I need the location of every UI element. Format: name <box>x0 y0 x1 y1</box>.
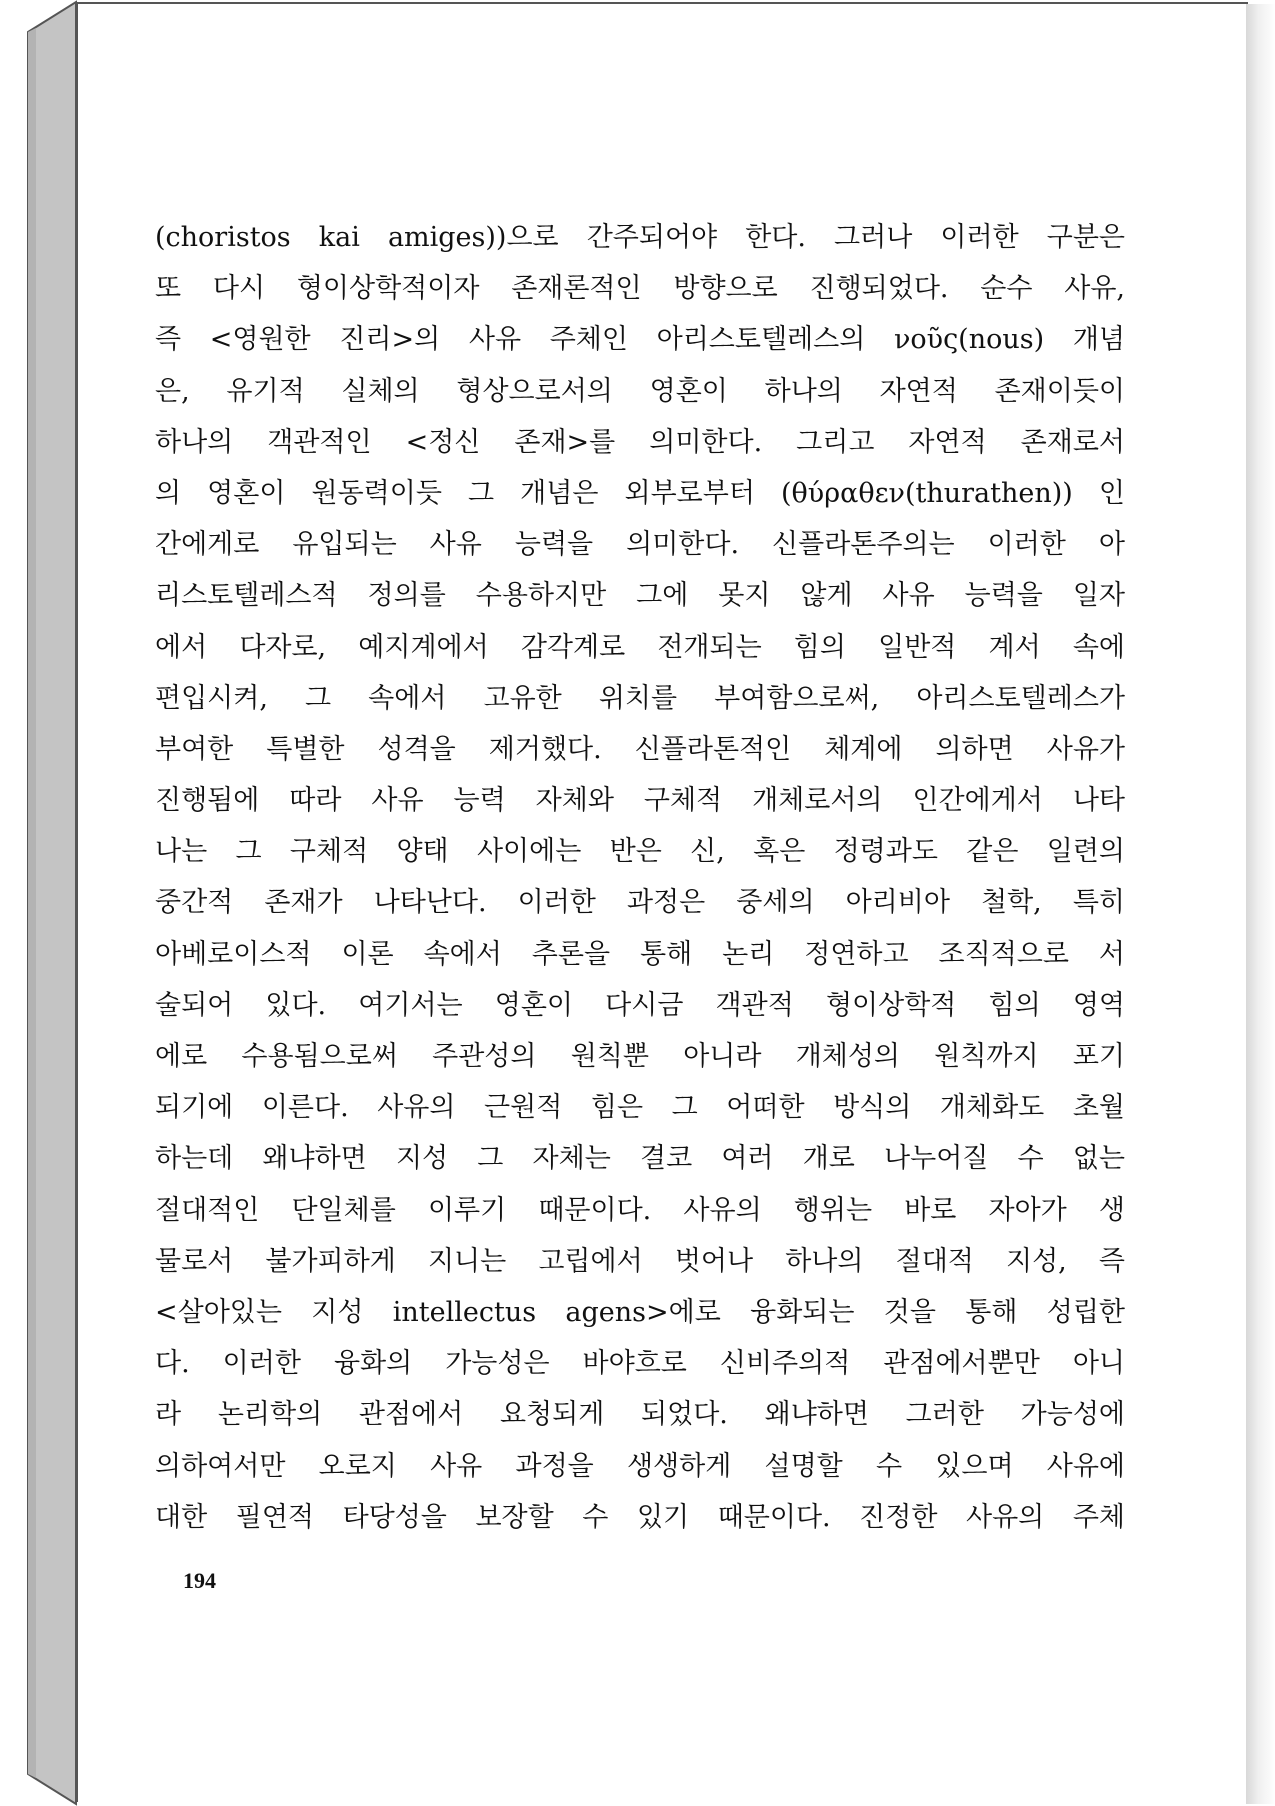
text-line: (choristos kai amiges))으로 간주되어야 한다. 그러나 이러한 구분은 <box>155 222 1125 253</box>
text-line: 에로 수용됨으로써 주관성의 원칙뿐 아니라 개체성의 원칙까지 포기 <box>155 1041 1125 1072</box>
text-line: 진행됨에 따라 사유 능력 자체와 구체적 개체로서의 인간에게서 나타 <box>155 785 1125 817</box>
text-line: 편입시켜, 그 속에서 고유한 위치를 부여함으로써, 아리스토텔레스가 <box>155 682 1125 714</box>
text-line: 또 다시 형이상학적이자 존재론적인 방향으로 진행되었다. 순수 사유, <box>155 273 1125 305</box>
text-line: 나는 그 구체적 양태 사이에는 반은 신, 혹은 정령과도 같은 일련의 <box>155 836 1125 868</box>
text-line: 중간적 존재가 나타난다. 이러한 과정은 중세의 아리비아 철학, 특히 <box>155 887 1125 919</box>
text-line: 에서 다자로, 예지계에서 감각계로 전개되는 힘의 일반적 계서 속에 <box>155 631 1125 663</box>
text-line: 아베로이스적 이론 속에서 추론을 통해 논리 정연하고 조직적으로 서 <box>155 938 1125 970</box>
text-line: 부여한 특별한 성격을 제거했다. 신플라톤적인 체계에 의하면 사유가 <box>155 733 1125 765</box>
text-line: 다. 이러한 융화의 가능성은 바야흐로 신비주의적 관점에서뿐만 아니 <box>155 1348 1125 1380</box>
page-edge-shadow <box>1246 4 1275 1804</box>
text-line: <살아있는 지성 intellectus agens>에로 융화되는 것을 통해 성립한 <box>155 1296 1125 1328</box>
text-line: 리스토텔레스적 정의를 수용하지만 그에 못지 않게 사유 능력을 일자 <box>155 580 1125 612</box>
text-line: 의 영혼이 원동력이듯 그 개념은 외부로부터 (θύραθεν(thurathen)) 인 <box>155 477 1125 509</box>
text-line: 술되어 있다. 여기서는 영혼이 다시금 객관적 형이상학적 힘의 영역 <box>155 989 1125 1021</box>
text-line: 은, 유기적 실체의 형상으로서의 영혼이 하나의 자연적 존재이듯이 <box>155 375 1125 407</box>
page-number: 194 <box>183 1568 216 1593</box>
text-line: 라 논리학의 관점에서 요청되게 되었다. 왜냐하면 그러한 가능성에 <box>155 1399 1125 1431</box>
text-line: 하는데 왜냐하면 지성 그 자체는 결코 여러 개로 나누어질 수 없는 <box>155 1143 1125 1175</box>
text-line: 의하여서만 오로지 사유 과정을 생생하게 설명할 수 있으며 사유에 <box>155 1450 1125 1482</box>
text-line: 하나의 객관적인 <정신 존재>를 의미한다. 그리고 자연적 존재로서 <box>155 426 1125 458</box>
text-line: 물로서 불가피하게 지니는 고립에서 벗어나 하나의 절대적 지성, 즉 <box>155 1245 1125 1277</box>
text-line: 절대적인 단일체를 이루기 때문이다. 사유의 행위는 바로 자아가 생 <box>155 1194 1125 1226</box>
text-line: 대한 필연적 타당성을 보장할 수 있기 때문이다. 진정한 사유의 주체 <box>155 1501 1125 1533</box>
book-spine <box>0 0 80 1806</box>
body-text <box>155 212 1125 1543</box>
text-line: 되기에 이른다. 사유의 근원적 힘은 그 어떠한 방식의 개체화도 초월 <box>155 1092 1125 1124</box>
text-line: 즉 <영원한 진리>의 사유 주체인 아리스토텔레스의 νοῦς(nous) 개념 <box>155 324 1125 356</box>
text-line: 간에게로 유입되는 사유 능력을 의미한다. 신플라톤주의는 이러한 아 <box>155 529 1125 561</box>
